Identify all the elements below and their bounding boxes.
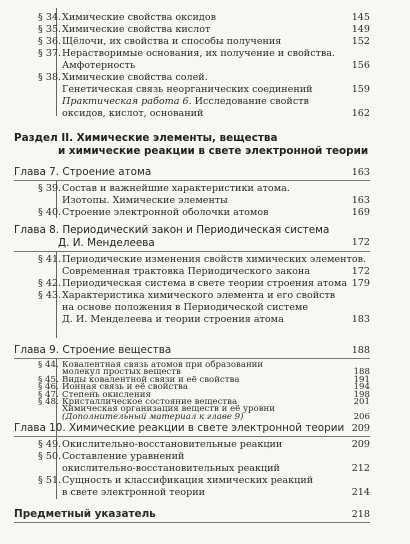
section-number: § 38.: [38, 72, 62, 83]
page-number: 172: [351, 266, 370, 277]
entry-title: Периодическая система в свете теории строения атома: [62, 278, 348, 289]
entry-title: Химические свойства кислот: [62, 24, 211, 35]
entry-title: Практическая работа 6. Исследование свойств: [62, 96, 309, 107]
section-number: § 36.: [38, 36, 62, 47]
entry-title: Щёлочи, их свойства и способы получения: [62, 36, 282, 47]
entry-title: оксидов, кислот, оснований: [62, 108, 204, 119]
section-number: § 42.: [38, 278, 62, 289]
toc-entry-row: [0, 290, 410, 302]
chapter-7-page: 163: [351, 167, 370, 178]
page-number: 191: [353, 374, 370, 385]
entry-title: Ионная связь и её свойства: [62, 382, 189, 393]
section-number: § 51.: [38, 475, 62, 486]
entry-title: окислительно-восстановительных реакций: [62, 463, 280, 474]
section-heading-line1: Раздел II. Химические элементы, вещества: [14, 132, 278, 144]
entry-title: в свете электронной теории: [62, 487, 206, 498]
page-number: 198: [353, 389, 370, 400]
section-number: § 43.: [38, 290, 62, 301]
subject-index-heading: [0, 508, 410, 521]
section-number: § 48.: [38, 397, 59, 407]
entry-title: Окислительно-восстановительные реакции: [62, 439, 283, 450]
page-number: 194: [353, 382, 370, 393]
section-number: § 37.: [38, 48, 62, 59]
entry-title: Современная трактовка Периодического закона: [62, 266, 311, 277]
chapter-8-page-row: [0, 237, 410, 249]
entry-title: Характеристика химического элемента и его свойств: [62, 290, 336, 301]
chapter-10-rule: [14, 436, 370, 437]
page-number: 206: [353, 411, 370, 422]
toc-entry-row: [0, 183, 410, 195]
entry-title: Сущность и классификация химических реакций: [62, 475, 314, 486]
entry-title: Амфотерность: [62, 60, 136, 71]
entry-title-italic: Практическая работа 6.: [62, 96, 192, 107]
chapter-7-heading: [0, 166, 410, 179]
page-number: 188: [353, 367, 370, 378]
entry-title: молекул простых веществ: [62, 367, 181, 378]
section-number: § 35.: [38, 24, 62, 35]
toc-entry-row: [0, 463, 410, 475]
chapter-8-title-line2: Д. И. Менделеева: [58, 237, 155, 249]
page-number: 209: [351, 439, 370, 450]
toc-entry-row: [0, 195, 410, 207]
section-number: § 41.: [38, 254, 62, 265]
page-number: 159: [351, 84, 370, 95]
toc-entry-row: [0, 84, 410, 96]
chapter-9-heading: [0, 344, 410, 357]
entry-title: Кристаллическое состояние вещества: [62, 397, 238, 407]
subject-index-rule: [14, 522, 370, 523]
chapter-9-rule: [14, 358, 370, 359]
toc-entry-row: [0, 439, 410, 451]
chapter-9-title: Глава 9. Строение вещества: [14, 344, 172, 356]
section-number: § 40.: [38, 207, 62, 218]
entry-title: Виды ковалентной связи и её свойства: [62, 374, 240, 385]
page-number: 149: [351, 24, 370, 35]
toc-entry-row: [0, 451, 410, 463]
toc-entry-row: [0, 108, 410, 120]
toc-entry-row: [0, 254, 410, 266]
chapter-10-page: 209: [351, 423, 370, 434]
chapter-8-title-line1: Глава 8. Периодический закон и Периодическая система: [14, 224, 330, 236]
entry-title: Состав и важнейшие характеристики атома.: [62, 183, 290, 194]
toc-entry-row: [0, 72, 410, 84]
page-number: 162: [351, 108, 370, 119]
entry-title: Химическая организация веществ и её уровни: [62, 404, 275, 415]
toc-entry-row: [0, 266, 410, 278]
chapter-8-page: 172: [351, 237, 370, 248]
entry-title: Составление уравнений: [62, 451, 185, 462]
page-number: 212: [351, 463, 370, 474]
entry-title: (Дополнительный материал к главе 9): [62, 411, 244, 422]
entry-title: Нерастворимые основания, их получение и свойства.: [62, 48, 336, 59]
section-number: § 49.: [38, 439, 62, 450]
page-number: 214: [351, 487, 370, 498]
chapter-10-title: Глава 10. Химические реакции в свете электронной теории: [14, 422, 345, 434]
entry-title: Генетическая связь неорганических соединений: [62, 84, 313, 95]
page-number: 163: [351, 195, 370, 206]
page-number: 156: [351, 60, 370, 71]
toc-entry-row: [0, 48, 410, 60]
section-heading-line2: и химические реакции в свете электронной теории: [58, 145, 369, 157]
chapter-8-rule: [14, 251, 370, 252]
toc-entry-row: [0, 302, 410, 314]
page-number: 183: [351, 314, 370, 325]
section-number: § 34.: [38, 12, 62, 23]
chapter-7-title: Глава 7. Строение атома: [14, 166, 152, 178]
section-number: § 45.: [38, 374, 59, 385]
chapter-9-page: 188: [351, 345, 370, 356]
subject-index-page: 218: [351, 509, 370, 520]
entry-title: Степень окисления: [62, 389, 151, 400]
entry-title: Д. И. Менделеева и теории строения атома: [62, 314, 284, 325]
page-number: 179: [351, 278, 370, 289]
entry-title: Периодические изменения свойств химических элементов.: [62, 254, 367, 265]
section-number: § 47.: [38, 389, 59, 400]
entry-title: Химические свойства оксидов: [62, 12, 217, 23]
toc-entry-row: [0, 24, 410, 36]
entry-title: Строение электронной оболочки атомов: [62, 207, 269, 218]
section-number: § 44.: [38, 360, 59, 370]
entry-title: на основе положения в Периодической системе: [62, 302, 309, 313]
section-number: § 46.: [38, 382, 59, 393]
page-number: 145: [351, 12, 370, 23]
entry-title: Изотопы. Химические элементы: [62, 195, 228, 206]
toc-entry-row: [0, 475, 410, 487]
subject-index-title: Предметный указатель: [14, 508, 156, 520]
toc-entry-row: [0, 314, 410, 326]
toc-entry-row: [0, 36, 410, 48]
entry-title: Ковалентная связь атомов при образовании: [62, 360, 264, 370]
toc-entry-row: [0, 60, 410, 72]
toc-entry-row: [0, 278, 410, 290]
page-number: 201: [353, 397, 370, 407]
page-number: 169: [351, 207, 370, 218]
toc-entry-row: [0, 207, 410, 219]
chapter-7-rule: [14, 180, 370, 181]
entry-title: Химические свойства солей.: [62, 72, 208, 83]
toc-entry-row: [0, 96, 410, 108]
page-number: 152: [351, 36, 370, 47]
toc-entry-row: [0, 12, 410, 24]
toc-entry-row: [0, 487, 410, 499]
section-number: § 50.: [38, 451, 62, 462]
chapter-10-heading: [0, 422, 410, 435]
section-number: § 39.: [38, 183, 62, 194]
